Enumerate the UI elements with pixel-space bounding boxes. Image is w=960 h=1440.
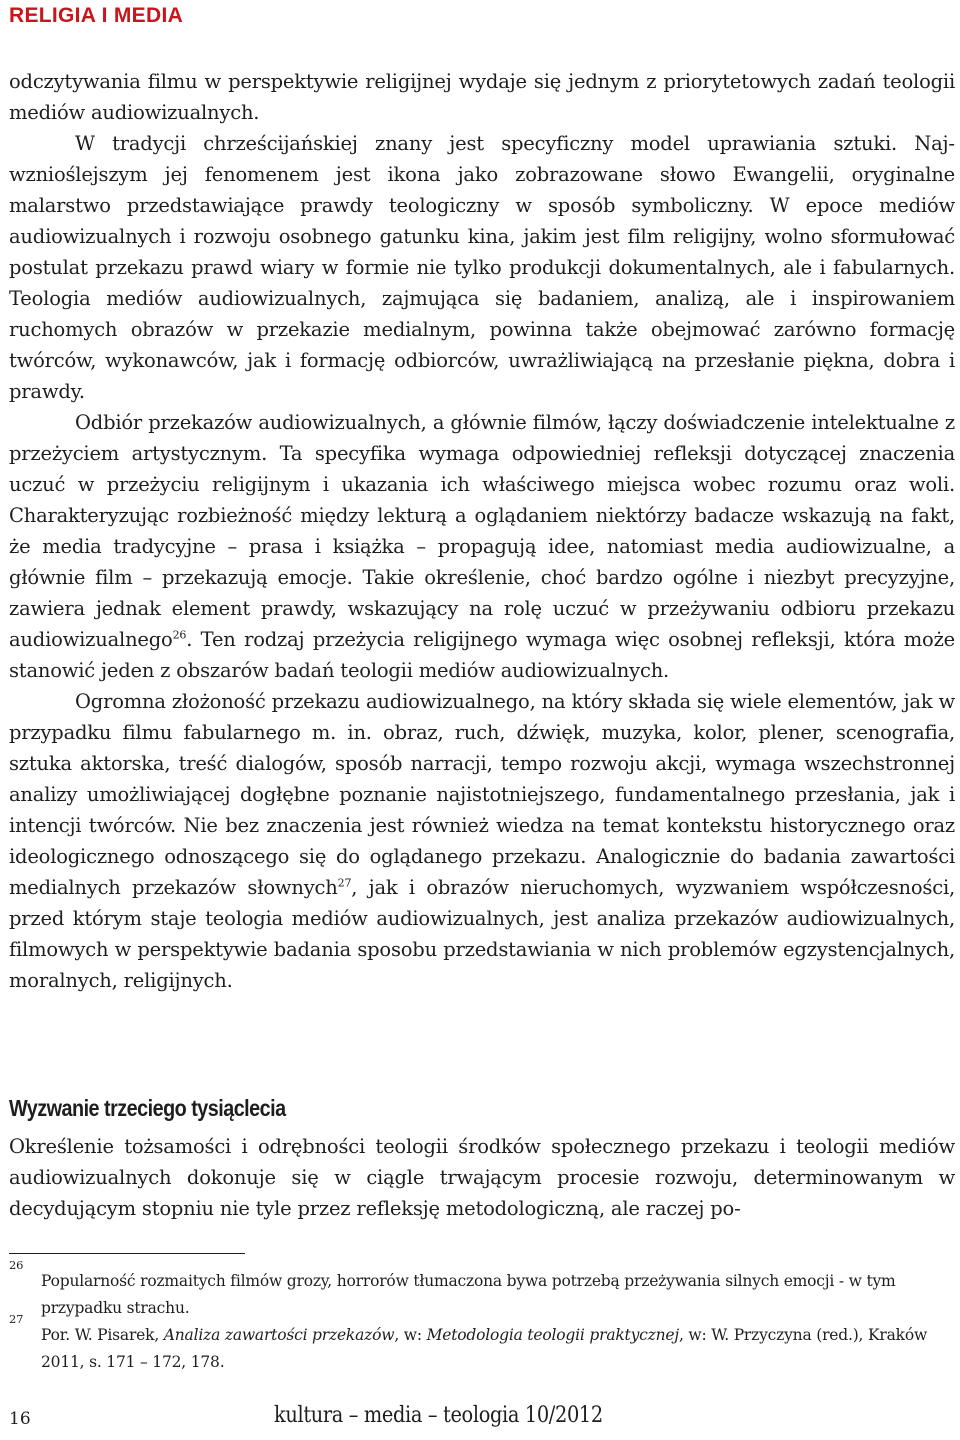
footnote-ref-27[interactable]: 27 xyxy=(337,876,352,890)
paragraph-1: odczytywania filmu w perspektywie religijnej wydaje się jednym z priorytetowych zadań teologii mediów audiowizualnych. xyxy=(9,70,955,124)
footnotes xyxy=(9,1258,955,1376)
footnote-citation-connector: , w: xyxy=(394,1326,427,1344)
paragraph-3-text: Odbiór przekazów audiowizualnych, a głównie filmów, łączy doświadczenie intelektualne z przeżyciem artystycznym. Ta specyfika wymaga odpowiedniej refleksji dotyczącej znaczenia uczuć w przeżyciu religijnym i ukazania ich właściwego miejsca wobec rozumu oraz woli. Charakteryzując rozbieżność między lekturą a oglądaniem niektórzy badacze wskazują na fakt, że media tradycyjne – prasa i książka – propagują idee, natomiast media audiowizualne, a głównie film – przekazują emocje. Takie określenie, choć bardzo ogólne i niezbyt precyzyjne, zawiera jednak element prawdy, wskazujący na rolę uczuć w przeżywaniu odbioru przekazu audiowizualnego xyxy=(9,411,955,651)
paragraph-4-text-continued: , jak i obrazów nieruchomych, wyzwaniem współczesności, przed którym staje teologia mediów audiowizualnych, jest analiza przekazów audiowizualnych, filmowych w perspektywie badania sposobu przedstawiania w nich problemów egzystencjalnych, moralnych, religijnych. xyxy=(9,876,955,992)
section-paragraph: Określenie tożsamości i odrębności teologii środków społecznego przekazu i teologii mediów audiowizualnych dokonuje się w ciągle trwającym procesie rozwoju, determinowanym w decydującym stopniu nie tyle przez refleksję metodologiczną, ale raczej po- xyxy=(9,1135,955,1220)
footnote-citation-title: Analiza zawartości przekazów xyxy=(163,1326,395,1344)
footnote-26 xyxy=(9,1258,955,1322)
footnote-number: 27 xyxy=(9,1312,24,1326)
footnote-citation-author: Por. W. Pisarek, xyxy=(41,1326,164,1344)
footnote-text: Popularność rozmaitych filmów grozy, horrorów tłumaczona bywa potrzebą przeżywania silnych emocji - w tym przypadku strachu. xyxy=(41,1272,896,1317)
footnote-text xyxy=(41,1322,955,1376)
paragraph-4 xyxy=(9,686,955,996)
main-text xyxy=(9,66,955,996)
footnote-27 xyxy=(9,1312,955,1376)
section-body xyxy=(9,1131,955,1224)
paragraph-4-text: Ogromna złożoność przekazu audiowizualnego, na który składa się wiele elementów, jak w przypadku filmu fabularnego m. in. obraz, ruch, dźwięk, muzyka, kolor, plener, scenografia, sztuka aktorska, treść dialogów, sposób narracji, tempo rozwoju akcji, wymaga wszechstronnej analizy umożliwiającej dogłębne poznanie najistotniejszego, fundamentalnego przesłania, jak i intencji twórców. Nie bez znaczenia jest również wiedza na temat kontekstu historycznego oraz ideologicznego odnoszącego się do oglądanego przekazu. Analogicznie do badania zawartości medialnych przekazów słownych xyxy=(9,690,955,899)
footnote-citation-book-title: Metodologia teologii praktycznej xyxy=(426,1326,679,1344)
footnote-divider xyxy=(9,1253,245,1254)
section-heading: Wyzwanie trzeciego tysiąclecia xyxy=(9,1095,286,1121)
paragraph-3 xyxy=(9,407,955,686)
footnote-citation-details: , w: W. Przyczyna (red.), Kraków 2011, s. 171 – 172, 178. xyxy=(41,1326,928,1371)
page-number: 16 xyxy=(9,1409,31,1429)
paragraph-3-text-continued: . Ten rodzaj przeżycia religijnego wymaga więc osobnej refleksji, która może stanowić jeden z obszarów badań teologii mediów audiowizualnych. xyxy=(9,628,955,682)
journal-footer-title: kultura – media – teologia 10/2012 xyxy=(274,1403,603,1428)
paragraph-2: W tradycji chrześcijańskiej znany jest specyficzny model uprawiania sztuki. Najwznioślejszym jej fenomenem jest ikona jako zobrazowane słowo Ewangelii, oryginalne malarstwo przedstawiające prawdy teologiczny w sposób symboliczny. W epoce mediów audiowizualnych i rozwoju osobnego gatunku kina, jakim jest film religijny, wolno sformułować postulat przekazu prawd wiary w formie nie tylko produkcji dokumentalnych, ale i fabularnych. Teologia mediów audiowizualnych, zajmująca się badaniem, analizą, ale i inspirowaniem ruchomych obrazów w przekazie medialnym, powinna także obejmować zarówno formację twórców, wykonawców, jak i formację odbiorców, uwrażliwiającą na przesłanie piękna, dobra i prawdy. xyxy=(9,132,955,403)
running-header-section-label: RELIGIA I MEDIA xyxy=(9,4,184,27)
footnote-ref-26[interactable]: 26 xyxy=(172,628,187,642)
footnote-number: 26 xyxy=(9,1258,24,1272)
